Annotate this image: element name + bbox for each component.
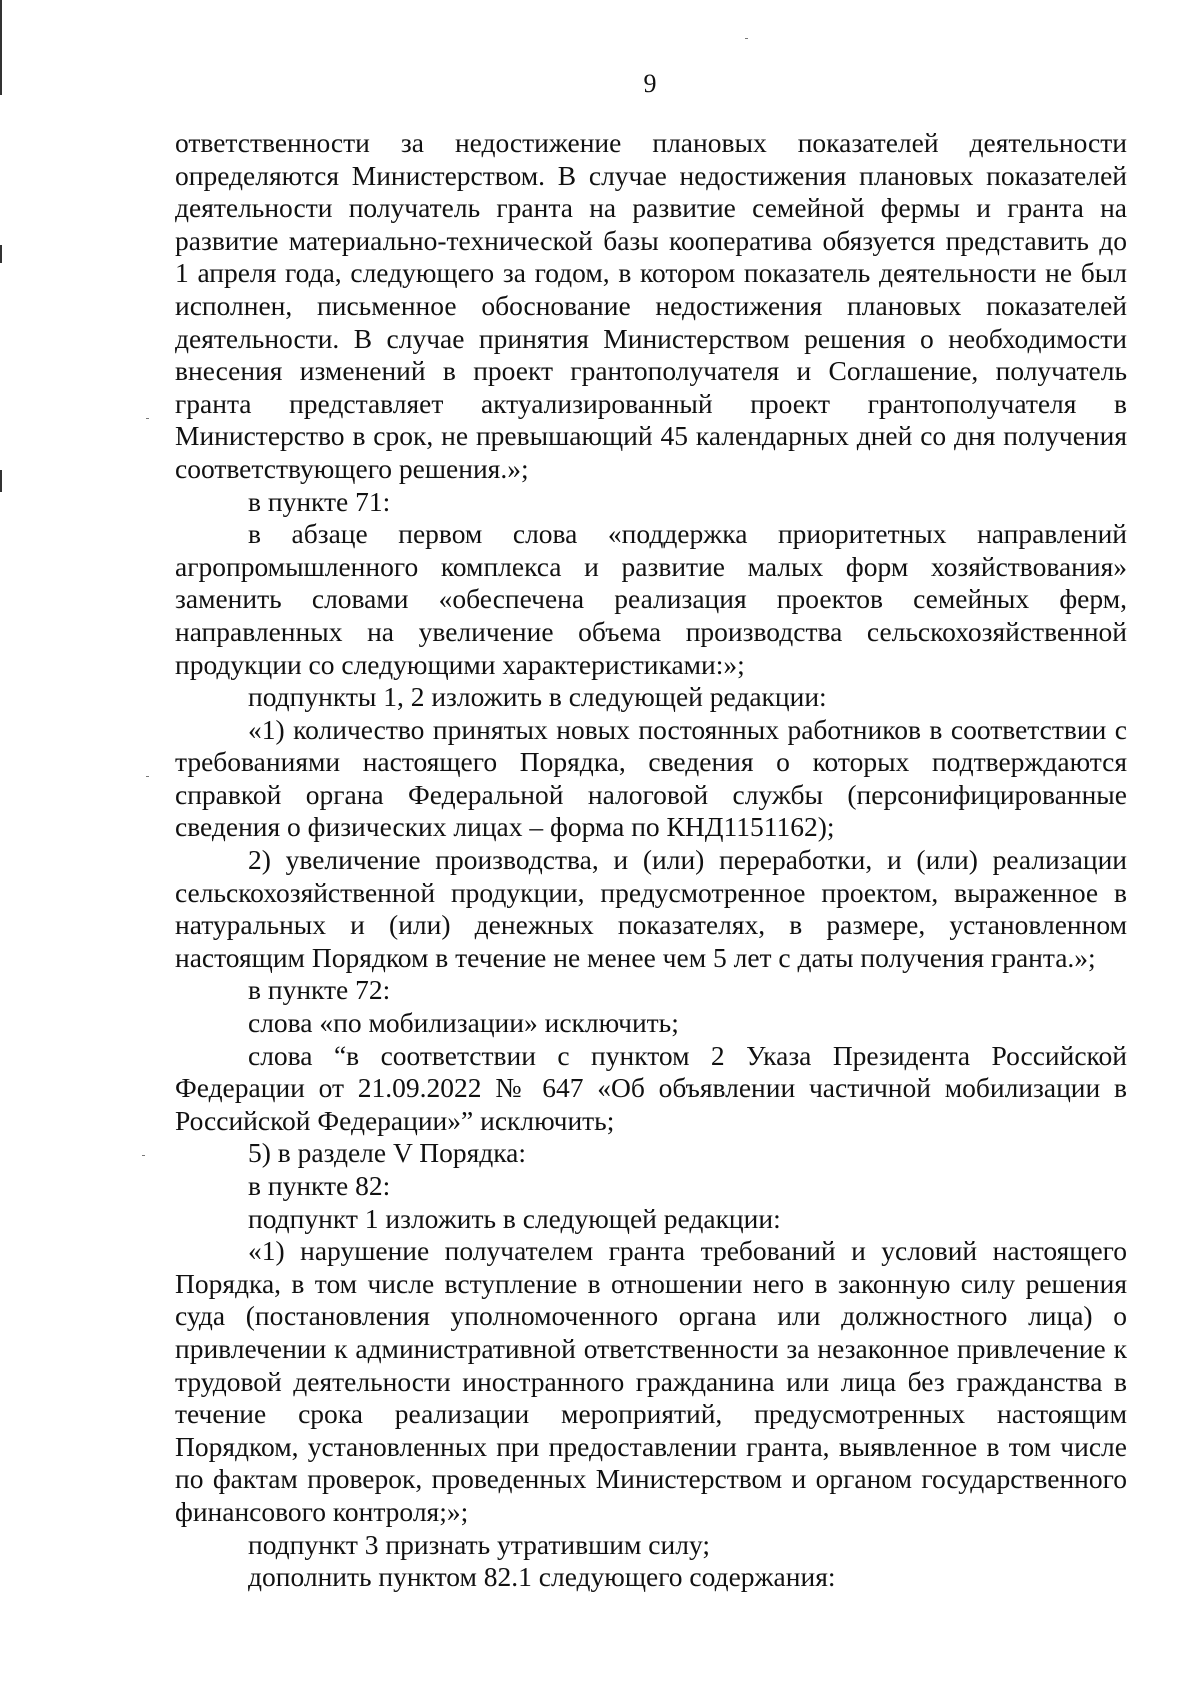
paragraph: в пункте 72: [248, 974, 391, 1006]
paragraph: слова «по мобилизации» исключить; [248, 1007, 679, 1039]
document-body [175, 127, 1127, 1594]
scan-speck [146, 776, 149, 777]
paragraph: в пункте 82: [248, 1170, 391, 1201]
scan-speck [745, 38, 748, 39]
paragraph: ответственности за недостижение плановых показателей деятельности определяются Министерством. В случае недостижения плановых показателей деятельности получатель гранта на развитие семейной фермы и гранта на развитие материально-технической базы кооператива обязуется представить до 1 апреля года, следующего за годом, в котором показатель деятельности не был исполнен, письменное обоснование недостижения плановых показателей деятельности. В случае принятия Министерством решения о необходимости внесения изменений в проект грантополучателя и Соглашение, получатель гранта представляет актуализированный проект грантополучателя в Министерство в срок, не превышающий 45 календарных дней со дня получения соответствующего решения.»; [175, 127, 1127, 484]
scan-edge-mark [0, 470, 2, 492]
paragraph: «1) нарушение получателем гранта требований и условий настоящего Порядка, в том числе вступление в отношении него в законную силу решения суда (постановления уполномоченного органа или должностного лица) о привлечении к административной ответственности за незаконное привлечение к трудовой деятельности иностранного гражданина или лица без гражданства в течение срока реализации мероприятий, предусмотренных настоящим Порядком, установленных при предоставлении гранта, выявленное в том числе по фактам проверок, проведенных Министерством и органом государственного финансового контроля;»; [175, 1235, 1127, 1527]
paragraph: 5) в разделе V Порядка: [248, 1137, 526, 1169]
page-number: 9 [643, 69, 657, 98]
scan-speck [142, 1155, 145, 1156]
paragraph: подпункты 1, 2 изложить в следующей редакции: [248, 681, 827, 713]
scan-edge-mark [0, 245, 2, 263]
paragraph: «1) количество принятых новых постоянных работников в соответствии с требованиями настоящего Порядка, сведения о которых подтверждаются справкой органа Федеральной налоговой службы (персонифицированные сведения о физических лицах – форма по КНД1151162); [175, 713, 1127, 843]
scan-speck [146, 418, 149, 419]
paragraph: слова “в соответствии с пунктом 2 Указа Президента Российской Федерации от 21.09.2022 № 647 «Об объявлении частичной мобилизации в Российской Федерации»” исключить; [175, 1039, 1127, 1136]
paragraph: подпункт 3 признать утратившим силу; [248, 1528, 710, 1560]
paragraph: дополнить пунктом 82.1 следующего содержания: [248, 1561, 836, 1593]
paragraph: 2) увеличение производства, и (или) переработки, и (или) реализации сельскохозяйственной продукции, предусмотренное проектом, выраженное в натуральных и (или) денежных показателях, в размере, установленном настоящим Порядком в течение не менее чем 5 лет с даты получения гранта.»; [175, 844, 1127, 973]
paragraph: в пункте 71: [248, 485, 391, 517]
paragraph: подпункт 1 изложить в следующей редакции: [248, 1202, 781, 1234]
paragraph: в абзаце первом слова «поддержка приоритетных направлений агропромышленного комплекса и развитие малых форм хозяйствования» заменить словами «обеспечена реализация проектов семейных ферм, направленных на увеличение объема производства сельскохозяйственной продукции со следующими характеристиками:»; [175, 518, 1127, 680]
